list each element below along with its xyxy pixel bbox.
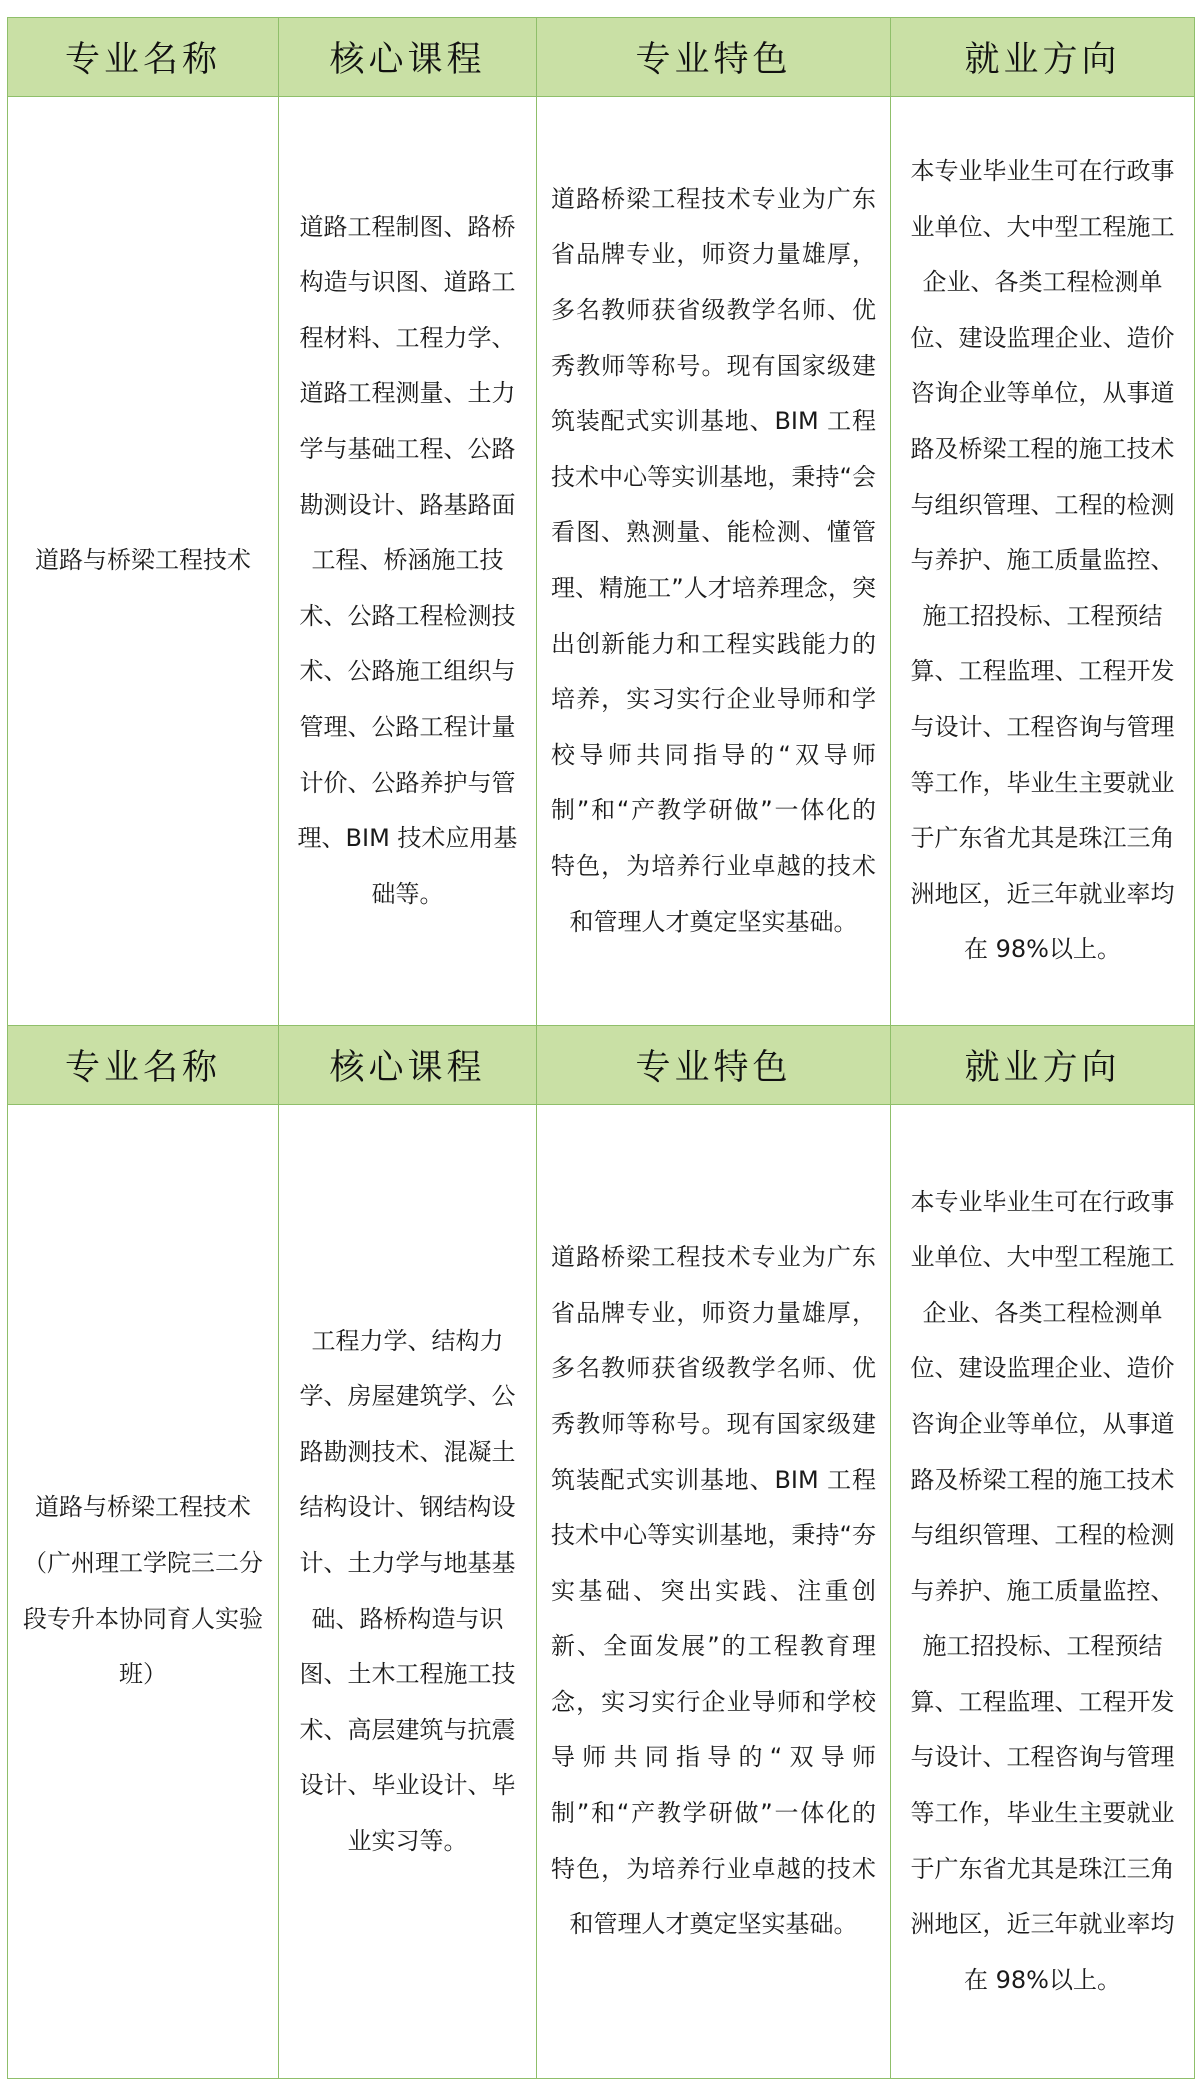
features-cell: [537, 1105, 891, 2079]
major-features: 道路桥梁工程技术专业为广东省品牌专业，师资力量雄厚，多名教师获省级教学名师、优秀教师等称号。现有国家级建筑装配式实训基地、BIM 工程技术中心等实训基地，秉持“夯实基础、突出实践、注重创新、全面发展”的工程教育理念，实习实行企业导师和学校导师共同指导的“双导师制”和“产教学研做”一体化的特色，为培养行业卓越的技术和管理人才奠定坚实基础。: [551, 1243, 876, 1939]
header-careers: 就业方向: [891, 1026, 1195, 1105]
core-courses-cell: [279, 97, 537, 1026]
core-courses: 道路工程制图、路桥构造与识图、道路工程材料、工程力学、道路工程测量、土力学与基础工程、公路勘测设计、路基路面工程、桥涵施工技术、公路工程检测技术、公路施工组织与管理、公路工程计量计价、公路养护与管理、BIM 技术应用基础等。: [297, 212, 518, 908]
header-core-courses: 核心课程: [279, 1026, 537, 1105]
major-name-cell: [8, 97, 279, 1026]
major-name-cell: [8, 1105, 279, 2079]
core-courses-cell: [279, 1105, 537, 2079]
major-features: 道路桥梁工程技术专业为广东省品牌专业，师资力量雄厚，多名教师获省级教学名师、优秀教师等称号。现有国家级建筑装配式实训基地、BIM 工程技术中心等实训基地，秉持“会看图、熟测量、能检测、懂管理、精施工”人才培养理念，突出创新能力和工程实践能力的培养，实习实行企业导师和学校导师共同指导的“双导师制”和“产教学研做”一体化的特色，为培养行业卓越的技术和管理人才奠定坚实基础。: [551, 184, 876, 936]
career-directions: 本专业毕业生可在行政事业单位、大中型工程施工企业、各类工程检测单位、建设监理企业、造价咨询企业等单位，从事道路及桥梁工程的施工技术与组织管理、工程的检测与养护、施工质量监控、施工招投标、工程预结算、工程监理、工程开发与设计、工程咨询与管理等工作，毕业生主要就业于广东省尤其是珠江三角洲地区，近三年就业率均在 98%以上。: [910, 157, 1175, 964]
careers-cell: [891, 97, 1195, 1026]
table-header-row: [8, 18, 1195, 97]
header-features: 专业特色: [537, 18, 891, 97]
header-core-courses: 核心课程: [279, 18, 537, 97]
major-table: [7, 17, 1195, 2079]
header-major-name: 专业名称: [8, 18, 279, 97]
major-name: 道路与桥梁工程技术: [35, 546, 251, 575]
major-name: 道路与桥梁工程技术（广州理工学院三二分段专升本协同育人实验班）: [23, 1493, 263, 1689]
header-major-name: 专业名称: [8, 1026, 279, 1105]
header-features: 专业特色: [537, 1026, 891, 1105]
header-careers: 就业方向: [891, 18, 1195, 97]
careers-cell: [891, 1105, 1195, 2079]
table-row: [8, 97, 1195, 1026]
features-cell: [537, 97, 891, 1026]
table-header-row: [8, 1026, 1195, 1105]
table-row: [8, 1105, 1195, 2079]
career-directions: 本专业毕业生可在行政事业单位、大中型工程施工企业、各类工程检测单位、建设监理企业、造价咨询企业等单位，从事道路及桥梁工程的施工技术与组织管理、工程的检测与养护、施工质量监控、施工招投标、工程预结算、工程监理、工程开发与设计、工程咨询与管理等工作，毕业生主要就业于广东省尤其是珠江三角洲地区，近三年就业率均在 98%以上。: [910, 1187, 1175, 1994]
core-courses: 工程力学、结构力学、房屋建筑学、公路勘测技术、混凝土结构设计、钢结构设计、土力学与地基基础、路桥构造与识图、土木工程施工技术、高层建筑与抗震设计、毕业设计、毕业实习等。: [299, 1326, 516, 1855]
